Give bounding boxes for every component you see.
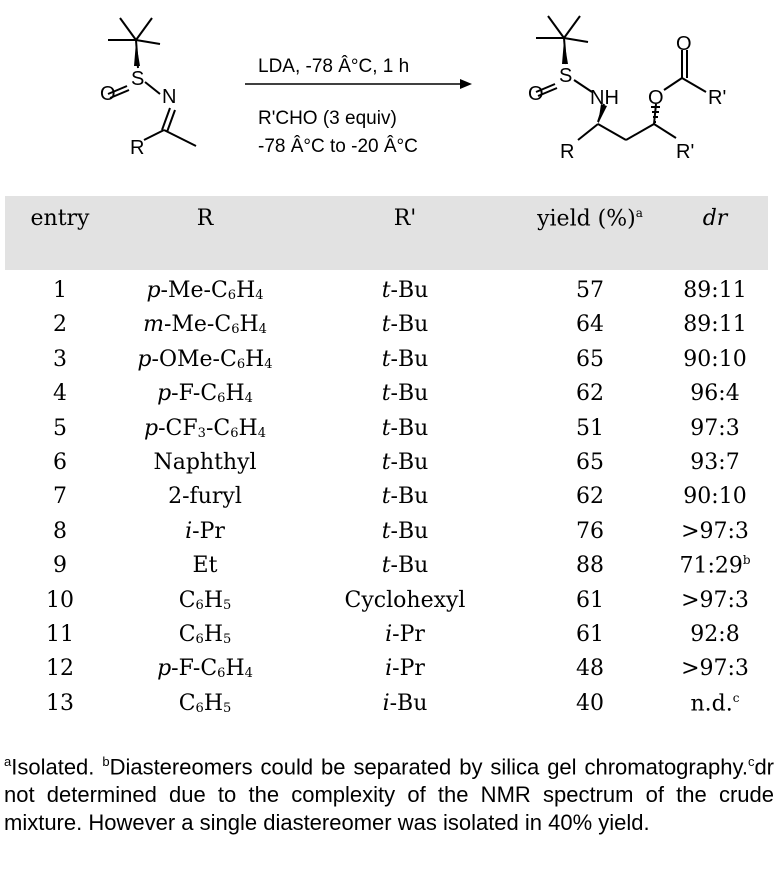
cell-yield: 76	[576, 518, 604, 544]
header-dr	[660, 206, 770, 231]
r-subscript: 6	[217, 391, 226, 407]
dr-footnote: c	[732, 690, 740, 705]
rprime-main: -Pr	[392, 622, 425, 647]
cell-entry: 11	[46, 622, 74, 647]
cell-dr	[660, 381, 770, 406]
header-entry: entry	[30, 206, 90, 231]
product-sulfur: S	[559, 65, 573, 87]
product-rprime-alkyl: R'	[676, 141, 695, 163]
cell-yield: 51	[576, 415, 604, 441]
starting-material-structure	[108, 18, 196, 146]
rprime-prefix: t	[381, 346, 391, 372]
table-row	[0, 553, 778, 587]
r-subscript: 4	[264, 356, 273, 372]
product-oxygen: O	[528, 83, 544, 105]
r-prefix: p	[146, 278, 161, 303]
table-row	[0, 416, 778, 450]
r-mid: H	[203, 622, 224, 647]
r-subscript: 6	[231, 322, 240, 338]
cell-yield: 65	[576, 450, 604, 475]
rprime-prefix: t	[381, 553, 391, 579]
cell-dr	[660, 656, 770, 681]
header-yield-label: yield (%)	[537, 206, 636, 232]
r-mid: H	[203, 690, 224, 716]
cell-entry: 3	[53, 346, 67, 372]
cell-entry: 9	[53, 553, 67, 579]
r-main: -F-C	[171, 381, 218, 407]
rprime-main: Cyclohexyl	[344, 587, 466, 613]
sm-r-group: R	[130, 137, 145, 159]
r-subscript: 4	[257, 425, 266, 441]
cell-dr	[660, 553, 770, 578]
cell-entry: 6	[53, 450, 67, 475]
r-subscript: 3	[197, 425, 206, 441]
sm-nitrogen: N	[162, 86, 177, 108]
dr-value: 89:11	[683, 312, 747, 338]
cell-entry: 13	[46, 690, 74, 716]
dr-value: 90:10	[683, 484, 747, 510]
dr-value: 96:4	[690, 381, 740, 407]
cell-r	[110, 691, 300, 716]
r-prefix: p	[137, 346, 152, 372]
cell-yield: 48	[576, 656, 604, 682]
cell-entry: 12	[46, 656, 74, 682]
r-subscript: 6	[195, 597, 204, 613]
cell-rprime	[320, 588, 490, 613]
cell-r	[110, 553, 300, 578]
cell-yield: 57	[576, 278, 604, 303]
cell-dr	[660, 519, 770, 544]
table-row	[0, 450, 778, 484]
r-prefix: m	[143, 312, 164, 338]
r-main: C	[178, 690, 196, 716]
footnote-a-mark: a	[4, 754, 12, 769]
r-subscript: 6	[236, 356, 246, 372]
dr-value: 97:3	[690, 415, 740, 441]
cell-r	[110, 312, 300, 337]
product-rprime-acyl: R'	[708, 87, 727, 109]
product-ester-oxygen: O	[648, 87, 664, 109]
r-mid: H	[225, 381, 245, 407]
rprime-prefix: t	[381, 278, 391, 303]
cell-yield: 65	[576, 346, 604, 372]
dr-value: 89:11	[683, 278, 747, 303]
cell-entry: 7	[53, 484, 67, 510]
cell-rprime	[320, 656, 490, 681]
product-carbonyl-oxygen: O	[676, 33, 692, 55]
r-prefix: p	[144, 415, 159, 441]
r-main: -Me-C	[163, 312, 232, 338]
cell-entry: 1	[53, 278, 67, 303]
rprime-main: -Bu	[390, 553, 429, 579]
footnotes	[4, 748, 774, 837]
dr-value: 71:29	[679, 553, 743, 579]
cell-rprime	[320, 553, 490, 578]
cell-dr	[660, 691, 770, 716]
r-mid: H	[225, 656, 245, 682]
rprime-prefix: t	[381, 518, 391, 544]
rprime-prefix: i	[382, 690, 390, 716]
r-subscript: 6	[195, 632, 204, 647]
cell-r	[110, 381, 300, 406]
footnote-a-text: Isolated.	[11, 754, 103, 780]
table-row	[0, 381, 778, 415]
product-r-group: R	[560, 141, 575, 163]
r-subscript: 6	[217, 666, 226, 682]
cell-r	[110, 519, 300, 544]
rprime-main: -Bu	[390, 415, 429, 441]
r-main: Naphthyl	[153, 450, 257, 475]
footnote-c-mark: c	[747, 754, 755, 769]
cell-entry: 5	[53, 415, 67, 441]
r-main: C	[178, 587, 196, 613]
r-main: Et	[192, 553, 218, 579]
r-subscript: 5	[223, 632, 232, 647]
cell-rprime	[320, 484, 490, 509]
cell-yield: 64	[576, 312, 604, 338]
cell-entry: 4	[53, 381, 67, 407]
r-main: -Pr	[192, 518, 225, 544]
r-prefix: i	[185, 518, 193, 544]
header-dr-label: dr	[702, 206, 728, 231]
dr-value: >97:3	[681, 587, 749, 613]
rprime-prefix: i	[385, 622, 393, 647]
rprime-main: -Bu	[389, 690, 428, 716]
cell-r	[110, 622, 300, 647]
r-mid: H	[236, 278, 256, 303]
cell-dr	[660, 278, 770, 303]
cell-rprime	[320, 278, 490, 303]
table-row	[0, 484, 778, 518]
cell-r	[110, 656, 300, 681]
dr-value: >97:3	[681, 518, 749, 544]
cell-r	[110, 450, 300, 475]
cell-yield: 62	[576, 381, 604, 407]
cell-r	[110, 588, 300, 613]
cell-entry: 2	[53, 312, 67, 338]
dr-value: 92:8	[690, 622, 740, 647]
cell-dr	[660, 622, 770, 647]
cell-rprime	[320, 312, 490, 337]
arrow-head-icon	[460, 79, 472, 89]
cell-dr	[660, 588, 770, 613]
header-yield-footnote: a	[635, 206, 643, 220]
rprime-main: -Bu	[390, 381, 429, 407]
reagents-line-3: -78 Â°C to -20 Â°C	[258, 136, 418, 157]
header-r: R	[196, 206, 214, 231]
r-prefix: p	[157, 656, 172, 682]
reaction-scheme	[0, 0, 778, 190]
cell-dr	[660, 312, 770, 337]
cell-yield: 61	[576, 622, 604, 647]
cell-entry: 8	[53, 518, 67, 544]
r-subscript: 4	[244, 666, 253, 682]
cell-rprime	[320, 381, 490, 406]
r-subscript: 6	[230, 425, 239, 441]
rprime-main: -Bu	[390, 346, 429, 372]
r-main: -CF	[158, 415, 198, 441]
rprime-main: -Bu	[390, 278, 429, 303]
r-subscript: 5	[223, 597, 232, 613]
r-main: C	[178, 622, 196, 647]
r-main: -OMe-C	[151, 346, 237, 372]
sm-oxygen: O	[100, 83, 116, 105]
r-tail: H	[238, 415, 258, 441]
cell-r	[110, 347, 300, 372]
reagents-line-1: LDA, -78 Â°C, 1 h	[258, 56, 410, 77]
table-row	[0, 656, 778, 690]
r-main: -Me-C	[160, 278, 228, 303]
r-main: -F-C	[171, 656, 218, 682]
dr-value: 93:7	[690, 450, 740, 475]
rprime-prefix: t	[381, 484, 391, 510]
table-row	[0, 519, 778, 553]
rprime-prefix: t	[381, 415, 391, 441]
rprime-main: -Bu	[390, 450, 429, 475]
cell-rprime	[320, 450, 490, 475]
table-row	[0, 691, 778, 725]
cell-yield: 61	[576, 587, 604, 613]
dr-value: n.d.	[690, 691, 733, 717]
table-row	[0, 347, 778, 381]
rprime-main: -Pr	[392, 656, 425, 682]
header-rprime: R'	[393, 206, 417, 231]
rprime-main: -Bu	[390, 312, 429, 338]
cell-rprime	[320, 519, 490, 544]
table-row	[0, 588, 778, 622]
r-mid: H	[245, 346, 265, 372]
cell-dr	[660, 484, 770, 509]
r-prefix: p	[157, 381, 172, 407]
cell-entry: 10	[46, 587, 74, 613]
rprime-prefix: t	[381, 312, 391, 338]
r-subscript: 4	[244, 391, 253, 407]
r-subscript: 5	[223, 700, 232, 716]
cell-yield: 62	[576, 484, 604, 510]
cell-dr	[660, 450, 770, 475]
table-row	[0, 312, 778, 346]
cell-rprime	[320, 691, 490, 716]
rprime-main: -Bu	[390, 484, 429, 510]
cell-dr	[660, 347, 770, 372]
dr-value: 90:10	[683, 346, 747, 372]
cell-rprime	[320, 416, 490, 441]
dr-value: >97:3	[681, 656, 749, 682]
cell-yield: 88	[576, 553, 604, 579]
r-subscript: 4	[255, 288, 264, 303]
r-subscript: 6	[227, 288, 237, 303]
footnote-b-mark: b	[102, 754, 110, 769]
cell-r	[110, 416, 300, 441]
r-subscript: 4	[258, 322, 267, 338]
table-row	[0, 278, 778, 312]
rprime-prefix: t	[381, 450, 391, 475]
r-mid: H	[203, 587, 224, 613]
sm-sulfur: S	[131, 68, 145, 90]
dr-footnote: b	[742, 553, 751, 568]
cell-dr	[660, 416, 770, 441]
header-yield	[520, 206, 660, 231]
cell-rprime	[320, 622, 490, 647]
reagents-line-2: R'CHO (3 equiv)	[258, 108, 397, 129]
r-subscript: 6	[195, 700, 204, 716]
footnote-c-text: dr not determined due to the complexity of the NMR spectrum of the crude mixture. However a single diastereomer was isolated in 40% yield.	[4, 754, 774, 836]
rprime-prefix: i	[385, 656, 393, 682]
cell-r	[110, 278, 300, 303]
cell-rprime	[320, 347, 490, 372]
cell-r	[110, 484, 300, 509]
rprime-prefix: t	[381, 381, 391, 407]
cell-yield: 40	[576, 690, 604, 716]
r-main: 2-furyl	[168, 484, 242, 510]
rprime-main: -Bu	[390, 518, 429, 544]
r-mid: -C	[205, 415, 231, 441]
table-row	[0, 622, 778, 656]
r-mid: H	[239, 312, 259, 338]
footnote-b-text: Diastereomers could be separated by silica gel chromatography.	[109, 754, 748, 780]
product-nh: NH	[590, 87, 619, 109]
